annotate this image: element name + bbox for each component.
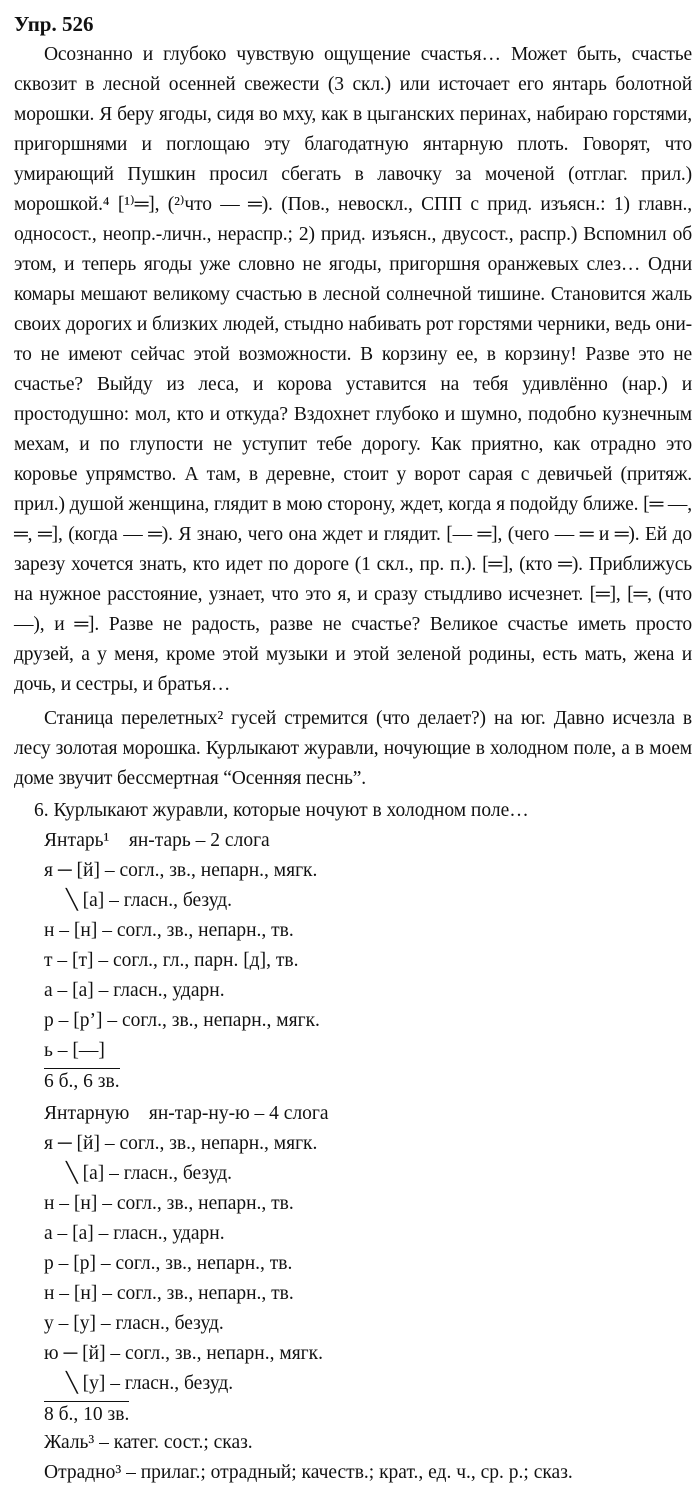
analysis-line: а – [а] – гласн., ударн. (44, 1223, 225, 1244)
analysis-line: ь – [—] (44, 1040, 105, 1061)
analysis-line: т – [т] – согл., гл., парн. [д], тв. (44, 950, 299, 971)
analysis-line: я ─ [й] – согл., зв., непарн., мягк. (44, 860, 318, 881)
text-paragraph-1: Осознанно и глубоко чувствую ощущение счастья… Может быть, счастье сквозит в лесной осенней свежести (3 скл.) или источает его янтарь болотной морошки. Я беру ягоды, сидя во мху, как в цыганских перинах, набираю горстями, пригоршнями и поглощаю эту благодатную янтарную плоть. Говорят, что умирающий Пушкин просил сбегать в лавочку за моченой (отглаг. прил.) морошкой.⁴ [¹⁾═], (²⁾что — ═). (Пов., невоскл., СПП с прид. изъясн.: 1) главн., односост., неопр.-личн., нераспр.; 2) прид. изъясн., двусост., распр.) Вспомнил об этом, и теперь ягоды уже словно не ягоды, пригоршня оранжевых слез… Одни комары мешают великому счастью в лесной солнечной тишине. Становится жаль своих дорогих и близких людей, стыдно набивать рот горстями черники, ведь они-то не имеют сейчас этой возможности. В корзину ее, в корзину! Разве это не счастье? Выйду из леса, и корова уставится на тебя удивлённо (нар.) и простодушно: мол, кто и откуда? Вздохнет глубоко и шумно, подобно кузнечным мехам, и по глупости не уступит тебе дорогу. Как приятно, как отрадно это коровье упрямство. А там, в деревне, стоит у ворот сарая с девичьей (притяж. прил.) душой женщина, глядит в мою сторону, ждет, когда я подойду ближе. [═ —, ═, ═], (когда — ═). Я знаю, чего она ждет и глядит. [— ═], (чего — ═ и ═). Ей до зарезу хочется знать, кто идет по дороге (1 скл., пр. п.). [═], (кто ═). Приближусь на нужное расстояние, узнает, что это я, и сразу стыдливо исчезнет. [═], [═, (что —), и ═]. Разве не радость, разве не счастье? Великое счастье иметь просто друзей, а у меня, кроме этой музыки и этой зеленой родины, есть мать, жена и дочь, и сестры, и братья… (14, 44, 692, 695)
analysis-heading: Янтарную ян-тар-ну-ю – 4 слога (44, 1103, 329, 1124)
phonetic-analysis-yantar (44, 826, 692, 1095)
analysis-lines (44, 1129, 692, 1399)
analysis-line: н – [н] – согл., зв., непарн., тв. (44, 1283, 294, 1304)
analysis-line: а – [а] – гласн., ударн. (44, 980, 225, 1001)
analysis-summary: 6 б., 6 зв. (44, 1068, 120, 1095)
phonetic-analysis-yantarnuyu (44, 1099, 692, 1428)
analysis-heading: Янтарь¹ ян-тарь – 2 слога (44, 830, 270, 851)
analysis-line: н – [н] – согл., зв., непарн., тв. (44, 920, 294, 941)
analysis-line: ╲ [а] – гласн., безуд. (66, 1163, 233, 1184)
morph-notes (44, 1428, 692, 1488)
analysis-line: р – [р] – согл., зв., непарн., тв. (44, 1253, 293, 1274)
analysis-line: р – [р’] – согл., зв., непарн., мягк. (44, 1010, 320, 1031)
analysis-summary: 8 б., 10 зв. (44, 1401, 129, 1428)
task-6: 6. Курлыкают журавли, которые ночуют в холодном поле… (34, 800, 529, 821)
analysis-line: ю ─ [й] – согл., зв., непарн., мягк. (44, 1343, 324, 1364)
text-paragraph-2: Станица перелетных² гусей стремится (что делает?) на юг. Давно исчезла в лесу золотая морошка. Курлыкают журавли, ночующие в холодном поле, а в моем доме звучит бессмертная “Осенняя песнь”. (14, 708, 692, 789)
analysis-line: у – [у] – гласн., безуд. (44, 1313, 224, 1334)
analysis-line: н – [н] – согл., зв., непарн., тв. (44, 1193, 294, 1214)
note-otradno: Отрадно³ – прилаг.; отрадный; качеств.; крат., ед. ч., ср. р.; сказ. (44, 1462, 573, 1483)
analysis-line: ╲ [у] – гласн., безуд. (66, 1373, 234, 1394)
note-zhal: Жаль³ – катег. сост.; сказ. (44, 1432, 253, 1453)
analysis-lines (44, 856, 692, 1066)
exercise-title: Упр. 526 (14, 12, 94, 36)
analysis-line: я ─ [й] – согл., зв., непарн., мягк. (44, 1133, 318, 1154)
analysis-line: ╲ [а] – гласн., безуд. (66, 890, 233, 911)
